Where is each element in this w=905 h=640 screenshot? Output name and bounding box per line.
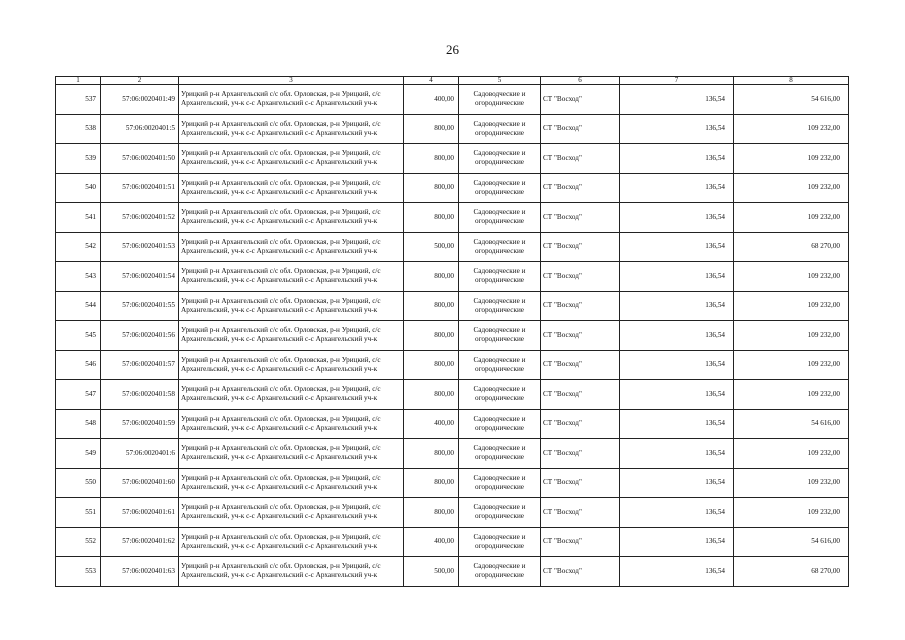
table-row — [56, 439, 849, 469]
cadastral-rate-cell: 136,54 — [620, 468, 734, 498]
table-header-row — [56, 77, 849, 85]
row-number-cell: 546 — [56, 350, 101, 380]
cadastral-number-cell: 57:06:0020401:53 — [101, 232, 179, 262]
table-row — [56, 114, 849, 144]
area-cell: 500,00 — [404, 232, 459, 262]
cadastral-rate-cell: 136,54 — [620, 85, 734, 115]
cadastral-rate-cell: 136,54 — [620, 232, 734, 262]
area-cell: 400,00 — [404, 527, 459, 557]
row-number-cell: 542 — [56, 232, 101, 262]
cadastral-rate-cell: 136,54 — [620, 439, 734, 469]
table-row — [56, 173, 849, 203]
address-line-2: Архангельский, уч-к с-с Архангельский с-с Архангельский уч-к — [181, 541, 378, 550]
land-use-line-2: огороднические — [475, 512, 524, 521]
address-cell — [179, 409, 404, 439]
table-row — [56, 468, 849, 498]
address-line-1: Урицкий р-н Архангельский с/с обл. Орловская, р-н Урицкий, с/с — [181, 355, 381, 364]
cadastral-rate-cell: 136,54 — [620, 291, 734, 321]
area-cell: 800,00 — [404, 203, 459, 233]
land-use-cell — [459, 380, 541, 410]
owner-cell: СТ "Восход" — [541, 439, 620, 469]
address-cell — [179, 114, 404, 144]
land-use-cell — [459, 557, 541, 587]
cadastral-rate-cell: 136,54 — [620, 557, 734, 587]
row-number-cell: 538 — [56, 114, 101, 144]
area-cell: 800,00 — [404, 173, 459, 203]
cadastral-number-cell: 57:06:0020401:62 — [101, 527, 179, 557]
owner-cell: СТ "Восход" — [541, 380, 620, 410]
land-use-line-2: огороднические — [475, 482, 524, 491]
cadastral-value-cell: 54 616,00 — [734, 409, 849, 439]
cadastral-number-cell: 57:06:0020401:55 — [101, 291, 179, 321]
cadastral-number-cell: 57:06:0020401:6 — [101, 439, 179, 469]
row-number-cell: 550 — [56, 468, 101, 498]
cadastral-rate-cell: 136,54 — [620, 527, 734, 557]
row-number-cell: 541 — [56, 203, 101, 233]
column-header-8: 8 — [734, 77, 849, 85]
address-line-2: Архангельский, уч-к с-с Архангельский с-с Архангельский уч-к — [181, 305, 378, 314]
address-line-2: Архангельский, уч-к с-с Архангельский с-с Архангельский уч-к — [181, 335, 378, 344]
land-use-line-1: Садоводческие и — [473, 90, 526, 99]
land-use-cell — [459, 291, 541, 321]
area-cell: 800,00 — [404, 350, 459, 380]
row-number-cell: 537 — [56, 85, 101, 115]
cadastral-rate-cell: 136,54 — [620, 262, 734, 292]
land-use-line-1: Садоводческие и — [473, 119, 526, 128]
column-header-3: 3 — [179, 77, 404, 85]
column-header-4: 4 — [404, 77, 459, 85]
owner-cell: СТ "Восход" — [541, 409, 620, 439]
address-line-1: Урицкий р-н Архангельский с/с обл. Орловская, р-н Урицкий, с/с — [181, 473, 381, 482]
row-number-cell: 547 — [56, 380, 101, 410]
land-use-line-2: огороднические — [475, 217, 524, 226]
land-use-line-1: Садоводческие и — [473, 149, 526, 158]
address-cell — [179, 173, 404, 203]
owner-cell: СТ "Восход" — [541, 321, 620, 351]
table-row — [56, 321, 849, 351]
cadastral-value-cell: 109 232,00 — [734, 291, 849, 321]
row-number-cell: 552 — [56, 527, 101, 557]
address-line-2: Архангельский, уч-к с-с Архангельский с-с Архангельский уч-к — [181, 276, 378, 285]
cadastral-number-cell: 57:06:0020401:63 — [101, 557, 179, 587]
address-cell — [179, 144, 404, 174]
land-use-line-2: огороднические — [475, 364, 524, 373]
address-cell — [179, 557, 404, 587]
cadastral-rate-cell: 136,54 — [620, 173, 734, 203]
cadastral-value-cell: 109 232,00 — [734, 203, 849, 233]
owner-cell: СТ "Восход" — [541, 85, 620, 115]
address-cell — [179, 439, 404, 469]
land-use-line-2: огороднические — [475, 394, 524, 403]
column-header-6: 6 — [541, 77, 620, 85]
row-number-cell: 553 — [56, 557, 101, 587]
row-number-cell: 543 — [56, 262, 101, 292]
owner-cell: СТ "Восход" — [541, 498, 620, 528]
address-line-1: Урицкий р-н Архангельский с/с обл. Орловская, р-н Урицкий, с/с — [181, 267, 381, 276]
address-line-1: Урицкий р-н Архангельский с/с обл. Орловская, р-н Урицкий, с/с — [181, 296, 381, 305]
address-line-2: Архангельский, уч-к с-с Архангельский с-с Архангельский уч-к — [181, 453, 378, 462]
address-line-2: Архангельский, уч-к с-с Архангельский с-с Архангельский уч-к — [181, 217, 378, 226]
land-use-line-1: Садоводческие и — [473, 355, 526, 364]
land-use-cell — [459, 114, 541, 144]
land-use-line-1: Садоводческие и — [473, 326, 526, 335]
address-line-2: Архангельский, уч-к с-с Архангельский с-с Архангельский уч-к — [181, 128, 378, 137]
address-cell — [179, 203, 404, 233]
cadastral-value-cell: 109 232,00 — [734, 498, 849, 528]
cadastral-number-cell: 57:06:0020401:57 — [101, 350, 179, 380]
owner-cell: СТ "Восход" — [541, 468, 620, 498]
address-cell — [179, 468, 404, 498]
land-register-table — [55, 76, 849, 587]
address-line-1: Урицкий р-н Архангельский с/с обл. Орловская, р-н Урицкий, с/с — [181, 149, 381, 158]
address-cell — [179, 380, 404, 410]
area-cell: 400,00 — [404, 85, 459, 115]
address-line-1: Урицкий р-н Архангельский с/с обл. Орловская, р-н Урицкий, с/с — [181, 326, 381, 335]
row-number-cell: 551 — [56, 498, 101, 528]
column-header-7: 7 — [620, 77, 734, 85]
address-cell — [179, 291, 404, 321]
cadastral-value-cell: 109 232,00 — [734, 350, 849, 380]
address-line-1: Урицкий р-н Архангельский с/с обл. Орловская, р-н Урицкий, с/с — [181, 562, 381, 571]
land-use-line-1: Садоводческие и — [473, 503, 526, 512]
cadastral-number-cell: 57:06:0020401:61 — [101, 498, 179, 528]
land-use-line-2: огороднические — [475, 99, 524, 108]
address-cell — [179, 527, 404, 557]
land-use-cell — [459, 468, 541, 498]
land-use-line-2: огороднические — [475, 246, 524, 255]
address-cell — [179, 232, 404, 262]
cadastral-rate-cell: 136,54 — [620, 380, 734, 410]
cadastral-value-cell: 68 270,00 — [734, 232, 849, 262]
table-row — [56, 232, 849, 262]
land-use-line-1: Садоводческие и — [473, 208, 526, 217]
address-line-1: Урицкий р-н Архангельский с/с обл. Орловская, р-н Урицкий, с/с — [181, 237, 381, 246]
cadastral-number-cell: 57:06:0020401:52 — [101, 203, 179, 233]
cadastral-number-cell: 57:06:0020401:50 — [101, 144, 179, 174]
address-line-2: Архангельский, уч-к с-с Архангельский с-с Архангельский уч-к — [181, 99, 378, 108]
area-cell: 800,00 — [404, 144, 459, 174]
cadastral-number-cell: 57:06:0020401:54 — [101, 262, 179, 292]
owner-cell: СТ "Восход" — [541, 203, 620, 233]
area-cell: 800,00 — [404, 262, 459, 292]
address-line-1: Урицкий р-н Архангельский с/с обл. Орловская, р-н Урицкий, с/с — [181, 178, 381, 187]
address-line-2: Архангельский, уч-к с-с Архангельский с-с Архангельский уч-к — [181, 482, 378, 491]
land-use-line-2: огороднические — [475, 128, 524, 137]
cadastral-value-cell: 68 270,00 — [734, 557, 849, 587]
row-number-cell: 540 — [56, 173, 101, 203]
address-line-1: Урицкий р-н Архангельский с/с обл. Орловская, р-н Урицкий, с/с — [181, 444, 381, 453]
owner-cell: СТ "Восход" — [541, 173, 620, 203]
area-cell: 800,00 — [404, 439, 459, 469]
address-cell — [179, 498, 404, 528]
owner-cell: СТ "Восход" — [541, 527, 620, 557]
column-header-1: 1 — [56, 77, 101, 85]
column-header-5: 5 — [459, 77, 541, 85]
owner-cell: СТ "Восход" — [541, 557, 620, 587]
row-number-cell: 549 — [56, 439, 101, 469]
land-use-line-2: огороднические — [475, 276, 524, 285]
land-use-line-2: огороднические — [475, 187, 524, 196]
table-row — [56, 350, 849, 380]
cadastral-value-cell: 109 232,00 — [734, 321, 849, 351]
land-use-line-2: огороднические — [475, 335, 524, 344]
land-use-line-1: Садоводческие и — [473, 532, 526, 541]
page-number: 26 — [446, 42, 459, 57]
land-use-line-2: огороднические — [475, 571, 524, 580]
table-row — [56, 380, 849, 410]
area-cell: 800,00 — [404, 468, 459, 498]
address-line-1: Урицкий р-н Архангельский с/с обл. Орловская, р-н Урицкий, с/с — [181, 414, 381, 423]
cadastral-value-cell: 109 232,00 — [734, 439, 849, 469]
land-use-line-1: Садоводческие и — [473, 473, 526, 482]
land-use-line-2: огороднические — [475, 541, 524, 550]
land-use-cell — [459, 498, 541, 528]
address-line-1: Урицкий р-н Архангельский с/с обл. Орловская, р-н Урицкий, с/с — [181, 119, 381, 128]
owner-cell: СТ "Восход" — [541, 350, 620, 380]
cadastral-value-cell: 109 232,00 — [734, 114, 849, 144]
address-line-2: Архангельский, уч-к с-с Архангельский с-с Архангельский уч-к — [181, 571, 378, 580]
land-use-line-1: Садоводческие и — [473, 296, 526, 305]
land-use-line-2: огороднические — [475, 423, 524, 432]
table-row — [56, 85, 849, 115]
address-cell — [179, 262, 404, 292]
land-use-cell — [459, 144, 541, 174]
row-number-cell: 545 — [56, 321, 101, 351]
address-line-2: Архангельский, уч-к с-с Архангельский с-с Архангельский уч-к — [181, 187, 378, 196]
table-row — [56, 203, 849, 233]
address-line-1: Урицкий р-н Архангельский с/с обл. Орловская, р-н Урицкий, с/с — [181, 385, 381, 394]
land-use-cell — [459, 173, 541, 203]
address-line-2: Архангельский, уч-к с-с Архангельский с-с Архангельский уч-к — [181, 394, 378, 403]
address-cell — [179, 321, 404, 351]
table-row — [56, 527, 849, 557]
table-row — [56, 557, 849, 587]
table-row — [56, 144, 849, 174]
table-row — [56, 498, 849, 528]
cadastral-value-cell: 109 232,00 — [734, 380, 849, 410]
address-line-1: Урицкий р-н Архангельский с/с обл. Орловская, р-н Урицкий, с/с — [181, 90, 381, 99]
cadastral-number-cell: 57:06:0020401:58 — [101, 380, 179, 410]
area-cell: 400,00 — [404, 409, 459, 439]
area-cell: 500,00 — [404, 557, 459, 587]
land-use-cell — [459, 321, 541, 351]
cadastral-rate-cell: 136,54 — [620, 321, 734, 351]
area-cell: 800,00 — [404, 498, 459, 528]
cadastral-rate-cell: 136,54 — [620, 114, 734, 144]
address-line-2: Архангельский, уч-к с-с Архангельский с-с Архангельский уч-к — [181, 364, 378, 373]
land-use-cell — [459, 409, 541, 439]
area-cell: 800,00 — [404, 321, 459, 351]
cadastral-number-cell: 57:06:0020401:49 — [101, 85, 179, 115]
area-cell: 800,00 — [404, 291, 459, 321]
cadastral-number-cell: 57:06:0020401:5 — [101, 114, 179, 144]
address-line-1: Урицкий р-н Архангельский с/с обл. Орловская, р-н Урицкий, с/с — [181, 532, 381, 541]
land-use-line-2: огороднические — [475, 158, 524, 167]
address-line-2: Архангельский, уч-к с-с Архангельский с-с Архангельский уч-к — [181, 423, 378, 432]
cadastral-rate-cell: 136,54 — [620, 203, 734, 233]
cadastral-value-cell: 54 616,00 — [734, 527, 849, 557]
address-cell — [179, 350, 404, 380]
cadastral-rate-cell: 136,54 — [620, 144, 734, 174]
owner-cell: СТ "Восход" — [541, 232, 620, 262]
address-line-2: Архангельский, уч-к с-с Архангельский с-с Архангельский уч-к — [181, 246, 378, 255]
land-use-line-1: Садоводческие и — [473, 444, 526, 453]
address-line-2: Архангельский, уч-к с-с Архангельский с-с Архангельский уч-к — [181, 512, 378, 521]
address-line-1: Урицкий р-н Архангельский с/с обл. Орловская, р-н Урицкий, с/с — [181, 208, 381, 217]
owner-cell: СТ "Восход" — [541, 144, 620, 174]
cadastral-number-cell: 57:06:0020401:56 — [101, 321, 179, 351]
table-body — [56, 77, 849, 587]
cadastral-value-cell: 109 232,00 — [734, 173, 849, 203]
land-use-cell — [459, 350, 541, 380]
land-use-cell — [459, 232, 541, 262]
owner-cell: СТ "Восход" — [541, 291, 620, 321]
cadastral-number-cell: 57:06:0020401:59 — [101, 409, 179, 439]
area-cell: 800,00 — [404, 114, 459, 144]
table-row — [56, 262, 849, 292]
land-use-line-2: огороднические — [475, 305, 524, 314]
land-use-line-1: Садоводческие и — [473, 237, 526, 246]
table-row — [56, 409, 849, 439]
owner-cell: СТ "Восход" — [541, 262, 620, 292]
cadastral-value-cell: 109 232,00 — [734, 262, 849, 292]
land-use-line-1: Садоводческие и — [473, 414, 526, 423]
address-line-1: Урицкий р-н Архангельский с/с обл. Орловская, р-н Урицкий, с/с — [181, 503, 381, 512]
cadastral-rate-cell: 136,54 — [620, 409, 734, 439]
land-use-cell — [459, 527, 541, 557]
cadastral-rate-cell: 136,54 — [620, 350, 734, 380]
area-cell: 800,00 — [404, 380, 459, 410]
owner-cell: СТ "Восход" — [541, 114, 620, 144]
land-use-line-1: Садоводческие и — [473, 562, 526, 571]
land-use-line-1: Садоводческие и — [473, 178, 526, 187]
column-header-2: 2 — [101, 77, 179, 85]
row-number-cell: 539 — [56, 144, 101, 174]
land-use-line-1: Садоводческие и — [473, 267, 526, 276]
row-number-cell: 544 — [56, 291, 101, 321]
land-use-cell — [459, 439, 541, 469]
land-use-cell — [459, 203, 541, 233]
address-line-2: Архангельский, уч-к с-с Архангельский с-с Архангельский уч-к — [181, 158, 378, 167]
cadastral-value-cell: 109 232,00 — [734, 144, 849, 174]
table-row — [56, 291, 849, 321]
cadastral-value-cell: 54 616,00 — [734, 85, 849, 115]
cadastral-value-cell: 109 232,00 — [734, 468, 849, 498]
land-use-line-1: Садоводческие и — [473, 385, 526, 394]
cadastral-number-cell: 57:06:0020401:51 — [101, 173, 179, 203]
address-cell — [179, 85, 404, 115]
cadastral-rate-cell: 136,54 — [620, 498, 734, 528]
cadastral-number-cell: 57:06:0020401:60 — [101, 468, 179, 498]
row-number-cell: 548 — [56, 409, 101, 439]
land-use-cell — [459, 262, 541, 292]
land-use-cell — [459, 85, 541, 115]
land-use-line-2: огороднические — [475, 453, 524, 462]
